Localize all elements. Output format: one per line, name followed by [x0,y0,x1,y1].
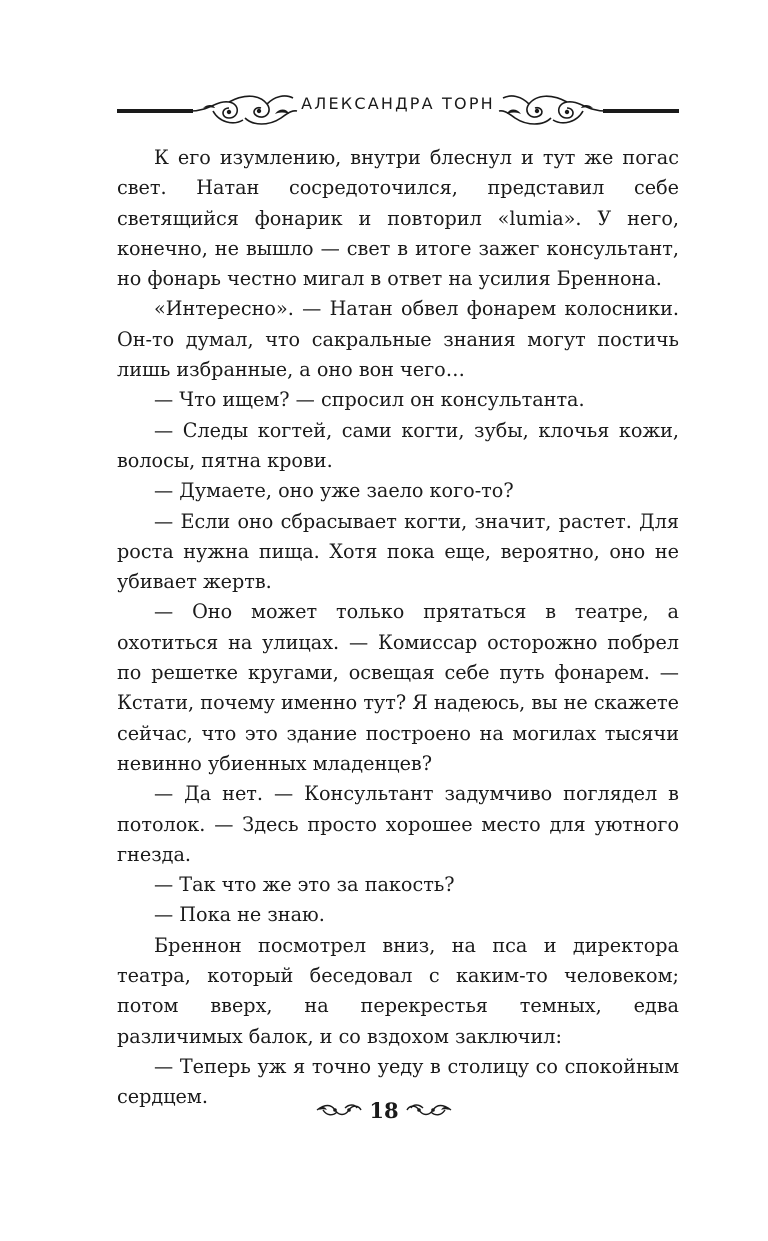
body-text [117,143,679,1113]
page-footer [0,1096,768,1124]
paragraph: — Если оно сбрасывает когти, значит, растет. Для роста нужна пища. Хотя пока еще, вероятно, оно не убивает жертв. [117,509,679,594]
paragraph: «Интересно». — Натан обвел фонарем колосники. Он-то думал, что сакральные знания могут постичь лишь избранные, а оно вон чего… [117,297,679,382]
author-name: АЛЕКСАНДРА ТОРН [301,94,495,113]
running-header [117,88,679,132]
paragraph: Бреннон посмотрел вниз, на пса и директора театра, который беседовал с каким-то человеком; потом вверх, на перекрестья темных, едва различимых балок, и со вздохом заключил: [117,933,679,1048]
paragraph: — Что ищем? — спросил он консультанта. [154,388,585,412]
paragraph: К его изумлению, внутри блеснул и тут же погас свет. Натан сосредоточился, представил себе светящийся фонарик и повторил «lumia». У него, конечно, не вышло — свет в итоге зажег консультант, но фонарь честно мигал в ответ на усилия Бреннона. [117,146,679,291]
paragraph: — Теперь уж я точно уеду в столицу со спокойным сердцем. [117,1054,679,1109]
paragraph: — Следы когтей, сами когти, зубы, клочья кожи, волосы, пятна крови. [117,418,679,472]
paragraph: — Пока не знаю. [154,903,325,927]
flourish-ornament-icon [497,88,607,132]
paragraph: — Думаете, оно уже заело кого-то? [154,479,514,503]
flourish-ornament-icon [405,1100,453,1120]
header-rule-right [603,109,679,113]
flourish-ornament-icon [315,1100,363,1120]
paragraph: — Да нет. — Консультант задумчиво поглядел в потолок. — Здесь просто хорошее место для уютного гнезда. [117,782,679,866]
page-number: 18 [369,1097,399,1123]
paragraph: — Так что же это за пакость? [154,873,455,897]
paragraph: — Оно может только прятаться в театре, а охотиться на улицах. — Комиссар осторожно побрел по решетке кругами, освещая себе путь фонарем. — Кстати, почему именно тут? Я надеюсь, вы не скажете сейчас, что это здание построено на могилах тысячи невинно убиенных младенцев? [117,600,679,775]
